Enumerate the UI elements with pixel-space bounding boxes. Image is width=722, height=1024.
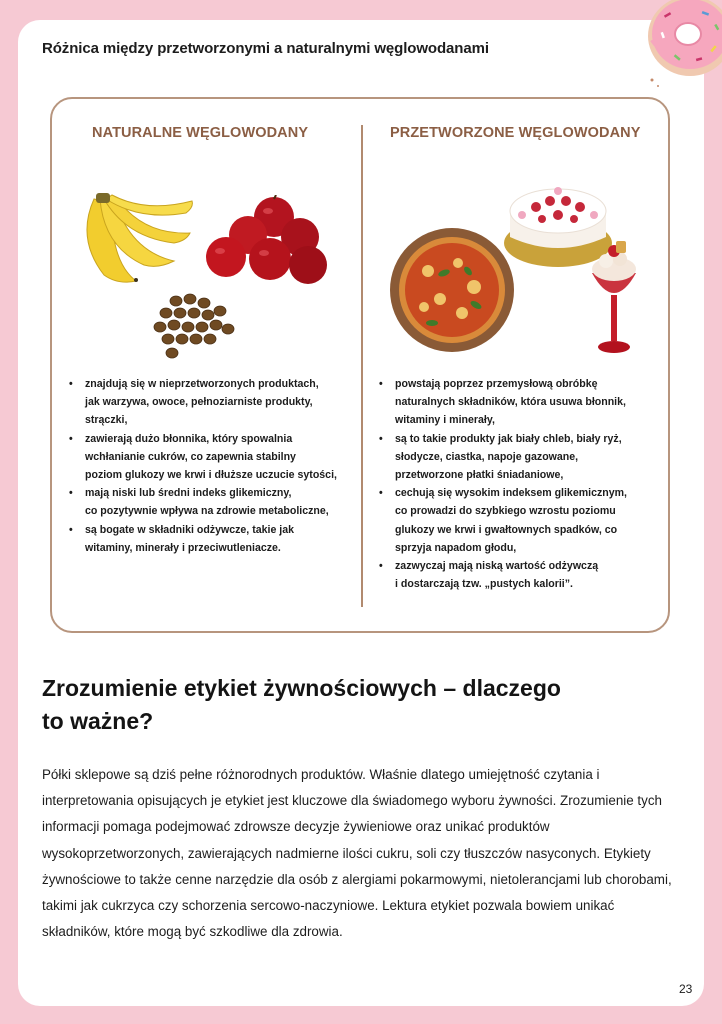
list-line: sprzyja napadom głodu, bbox=[395, 541, 517, 554]
section-title bbox=[42, 672, 662, 738]
pizza-icon bbox=[388, 227, 516, 353]
list-item bbox=[84, 430, 366, 485]
list-line: zawierają dużo błonnika, który spowalnia bbox=[85, 432, 293, 445]
list-line: naturalnych składników, która usuwa błonnik, bbox=[395, 396, 626, 409]
list-line: zazwyczaj mają niską wartość odżywczą bbox=[395, 560, 599, 573]
list-line: mają niski lub średni indeks glikemiczny, bbox=[85, 487, 292, 500]
list-item bbox=[394, 430, 674, 485]
list-item bbox=[394, 484, 674, 557]
list-line: glukozy we krwi i gwałtownych spadków, co bbox=[395, 523, 618, 536]
list-item bbox=[394, 375, 674, 430]
list-line: przetworzone płatki śniadaniowe, bbox=[395, 469, 564, 482]
apples-icon bbox=[204, 195, 330, 287]
comparison-card bbox=[50, 97, 670, 633]
list-line: co pozytywnie wpływa na zdrowie metaboliczne, bbox=[85, 505, 329, 518]
dessert-cup-icon bbox=[586, 239, 642, 359]
section-title-line: to ważne? bbox=[42, 708, 154, 734]
list-line: i dostarczają tzw. „pustych kalorii”. bbox=[395, 578, 573, 591]
list-item bbox=[394, 557, 674, 593]
list-line: witaminy i minerały, bbox=[395, 414, 495, 427]
list-line: wchłanianie cukrów, co zapewnia stabilny bbox=[85, 450, 296, 463]
list-item bbox=[84, 521, 366, 557]
list-line: są bogate w składniki odżywcze, takie jak bbox=[85, 523, 295, 536]
list-line: witaminy, minerały i przeciwutleniacze. bbox=[85, 541, 281, 554]
processed-carbs-title: PRZETWORZONE WĘGLOWODANY bbox=[390, 125, 641, 141]
list-line: powstają poprzez przemysłową obróbkę bbox=[395, 378, 598, 390]
section-body: Półki sklepowe są dziś pełne różnorodnych produktów. Właśnie dlatego umiejętność czytania i interpretowania opisujących je etykiet jest kluczowe dla świadomego wyboru żywności. Zrozumienie tych informacji pomaga podejmować zdrowsze decyzje żywieniowe oraz unikać produktów wysokoprzetworzonych, zawierających nadmierne ilości cukru, soli czy tłuszczów nasyconych. Etykiety żywnościowe to także cenne narzędzie dla osób z alergiami pokarmowymi, nietolerancjami lub chorobami, takimi jak cukrzyca czy schorzenia sercowo-naczyniowe. Lektura etykiet pozwala bowiem unikać składników, które mogą być szkodliwe dla zdrowia. bbox=[42, 767, 672, 940]
list-line: strączki, bbox=[85, 414, 128, 427]
page-heading: Różnica między przetworzonymi a naturalnymi węglowodanami bbox=[42, 40, 489, 57]
page-number: 23 bbox=[679, 982, 693, 996]
donut-icon bbox=[622, 0, 722, 92]
list-line: poziom glukozy we krwi i dłuższe uczucie sytości, bbox=[85, 469, 337, 482]
list-line: znajdują się w nieprzetworzonych produktach, bbox=[85, 378, 319, 390]
list-line: słodycze, ciastka, napoje gazowane, bbox=[395, 450, 579, 463]
section-title-line: Zrozumienie etykiet żywnościowych – dlaczego bbox=[42, 675, 561, 701]
list-item bbox=[84, 375, 366, 430]
list-line: jak warzywa, owoce, pełnoziarniste produkty, bbox=[85, 396, 313, 409]
natural-carbs-title: NATURALNE WĘGLOWODANY bbox=[92, 125, 309, 141]
list-item bbox=[84, 484, 366, 520]
bananas-icon bbox=[76, 193, 196, 287]
list-line: cechują się wysokim indeksem glikemicznym, bbox=[395, 487, 627, 500]
list-line: są to takie produkty jak biały chleb, biały ryż, bbox=[395, 432, 622, 445]
nuts-icon bbox=[146, 291, 240, 365]
list-line: co prowadzi do szybkiego wzrostu poziomu bbox=[395, 505, 616, 518]
processed-carbs-list bbox=[378, 375, 674, 593]
natural-carbs-list bbox=[68, 375, 366, 557]
